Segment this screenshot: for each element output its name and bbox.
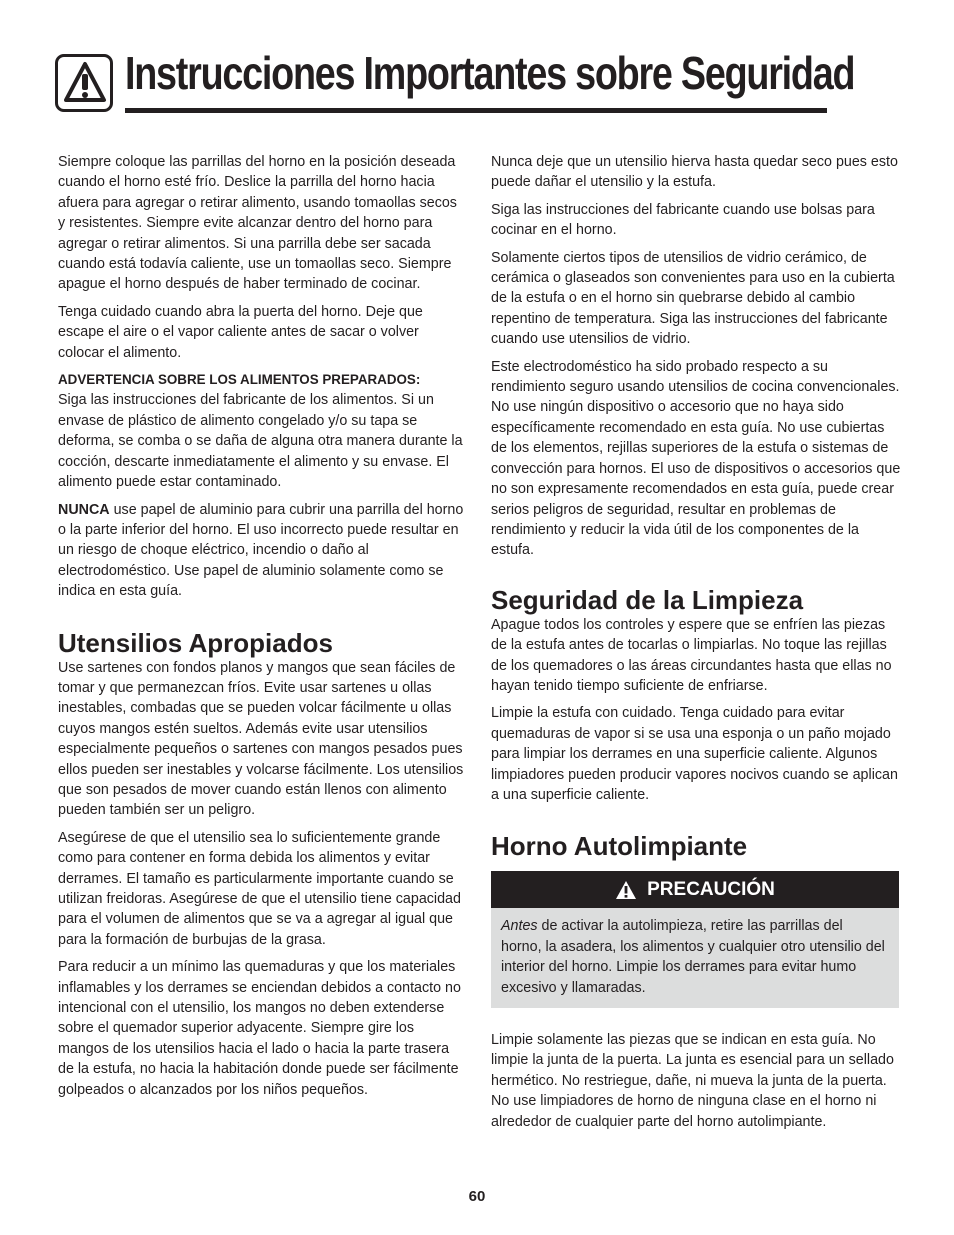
title-rule <box>125 108 827 113</box>
cooking-bags-paragraph: Siga las instrucciones del fabricante cuando use bolsas para cocinar en el horno. <box>491 201 875 239</box>
utensilios-paragraph-2: Asegúrese de que el utensilio sea lo suficientemente grande como para contener en forma debida los alimentos y evitar derrames. El tamaño es particularmente importante cuando se utilizan freidoras. Asegúrese de que el utensilio tiene capacidad para el volumen de alimentos que se va a agregar al igual que para la formación de burbujas de la grasa. <box>58 829 461 948</box>
nunca-word: NUNCA <box>58 501 110 518</box>
caution-text: de activar la autolimpieza, retire las parrillas del horno, la asadera, los alimentos y cualquier otro utensilio del interior del horno. Limpie los derrames para evitar humo excesivo y llamaradas. <box>501 918 885 996</box>
boil-dry-paragraph: Nunca deje que un utensilio hierva hasta quedar seco pues esto puede dañar el utensilio y la estufa. <box>491 154 898 191</box>
page-number: 60 <box>468 1188 486 1205</box>
page-title: Instrucciones Importantes sobre Seguridad <box>125 47 855 99</box>
caution-label: PRECAUCIÓN <box>647 878 775 900</box>
limpieza-paragraph-1: Apague todos los controles y espere que se enfríen las piezas de la estufa antes de tocarlas o limpiarlas. No toque las rejillas de los quemadores o las áreas circundantes hasta que ellas no hayan tenido tiempo suficiente de enfriarse. <box>491 616 892 694</box>
prepared-food-warning-heading: ADVERTENCIA SOBRE LOS ALIMENTOS PREPARADOS: <box>58 372 421 388</box>
limpieza-heading: Seguridad de la Limpieza <box>491 584 804 615</box>
oven-rack-paragraph: Siempre coloque las parrillas del horno en la posición deseada cuando el horno esté frío. Deslice la parrilla del horno hacia afuera para agregar o retirar alimento, usando tomaollas secos y resistentes. Siempre evite alcanzar dentro del horno para agregar o retirar alimentos. Si una parrilla debe ser sacada cuando está todavía caliente, use un tomaollas seco. Siempre apague el horno después de haber terminado de cocinar. <box>58 154 457 293</box>
aluminum-foil-text: use papel de aluminio para cubrir una parrilla del horno o la parte inferior del horno. El uso incorrecto puede resultar en un riesgo de choque eléctrico, incendio o daño al electrodoméstico. Use papel de aluminio solamente como se indica en esta guía. <box>58 501 464 600</box>
warning-triangle-icon <box>55 54 113 112</box>
prepared-food-warning <box>58 370 466 492</box>
prepared-food-warning-text: Siga las instrucciones del fabricante de los alimentos. Si un envase de plástico de alimento congelado y/o su tapa se deforma, se comba o se daña de alguna otra manera durante la cocción, descarte inmediatamente el alimento y su envase. El alimento puede estar contaminado. <box>58 392 463 491</box>
utensilios-heading: Utensilios Apropiados <box>58 627 333 658</box>
horno-paragraph-1: Limpie solamente las piezas que se indican en esta guía. No limpie la junta de la puerta. La junta es esencial para un sellado hermético. No restriegue, dañe, ni mueva la junta de la puerta. No use limpiadores de horno de ninguna clase en el horno ni alrededor de cualquier parte del horno autolimpiante. <box>491 1032 894 1130</box>
utensilios-paragraph-1: Use sartenes con fondos planos y mangos que sean fáciles de tomar y que permanezcan fríos. Evite usar sartenes u ollas inestables, combadas que se pueden volcar fácilmente u ollas cuyos mangos estén sueltos. Además evite usar utensilios especialmente pequeños o sartenes con mangos pesados pues ellos pueden ser inestables y volcarse fácilmente. Los utensilios que son pesados de mover cuando están llenos con alimento pueden también ser un peligro. <box>58 659 464 819</box>
caution-warning-icon <box>615 880 637 900</box>
caution-header <box>491 871 899 908</box>
aluminum-foil-paragraph <box>58 500 466 602</box>
page-header <box>55 47 855 116</box>
caution-body <box>491 908 899 1008</box>
oven-door-paragraph: Tenga cuidado cuando abra la puerta del horno. Deje que escape el aire o el vapor caliente antes de sacar o volver colocar el alimento. <box>58 303 423 361</box>
caution-italic-word: Antes <box>501 918 538 935</box>
glass-ceramic-paragraph: Solamente ciertos tipos de utensilios de vidrio cerámico, de cerámica o glaseados son convenientes para uso en la cubierta de la estufa o en el horno sin quebrarse debido al cambio repentino de temperatura. Siga las instrucciones del fabricante cuando use utensilios de vidrio. <box>491 249 895 348</box>
accessories-paragraph: Este electrodoméstico ha sido probado respecto a su rendimiento seguro usando utensilios de cocina convencionales. No use ningún dispositivo o accesorio que no haya sido específicamente recomendado en esta guía. No use cubiertas de los elementos, rejillas superiores de la estufa o sistemas de convección para hornos. El uso de dispositivos o accesorios que no son expresamente recomendados en esta guía, puede crear serios peligros de seguridad, resultar en problemas de rendimiento y reducir la vida útil de los componentes de la estufa. <box>491 358 901 559</box>
right-column <box>491 152 901 1139</box>
horno-heading: Horno Autolimpiante <box>491 831 748 862</box>
limpieza-paragraph-2: Limpie la estufa con cuidado. Tenga cuidado para evitar quemaduras de vapor si se usa una esponja o un paño mojado para limpiar los derrames en una superficie caliente. Algunos limpiadores pueden producir vapores nocivos cuando se aplican a una superficie caliente. <box>491 705 898 803</box>
utensilios-paragraph-3: Para reducir a un mínimo las quemaduras y que los materiales inflamables y los derrames se enciendan debidos a contacto no intencional con el utensilio, los mangos no deben extenderse sobre el quemador superior adyacente. Siempre gire los mangos de los utensilios hacia el lado o hacia la parte trasera de la estufa, no hacia la habitación donde puede ser fácilmente golpeados o alcanzados por los niños pequeños. <box>58 959 461 1098</box>
left-column <box>58 152 466 1107</box>
caution-box <box>491 871 899 1008</box>
